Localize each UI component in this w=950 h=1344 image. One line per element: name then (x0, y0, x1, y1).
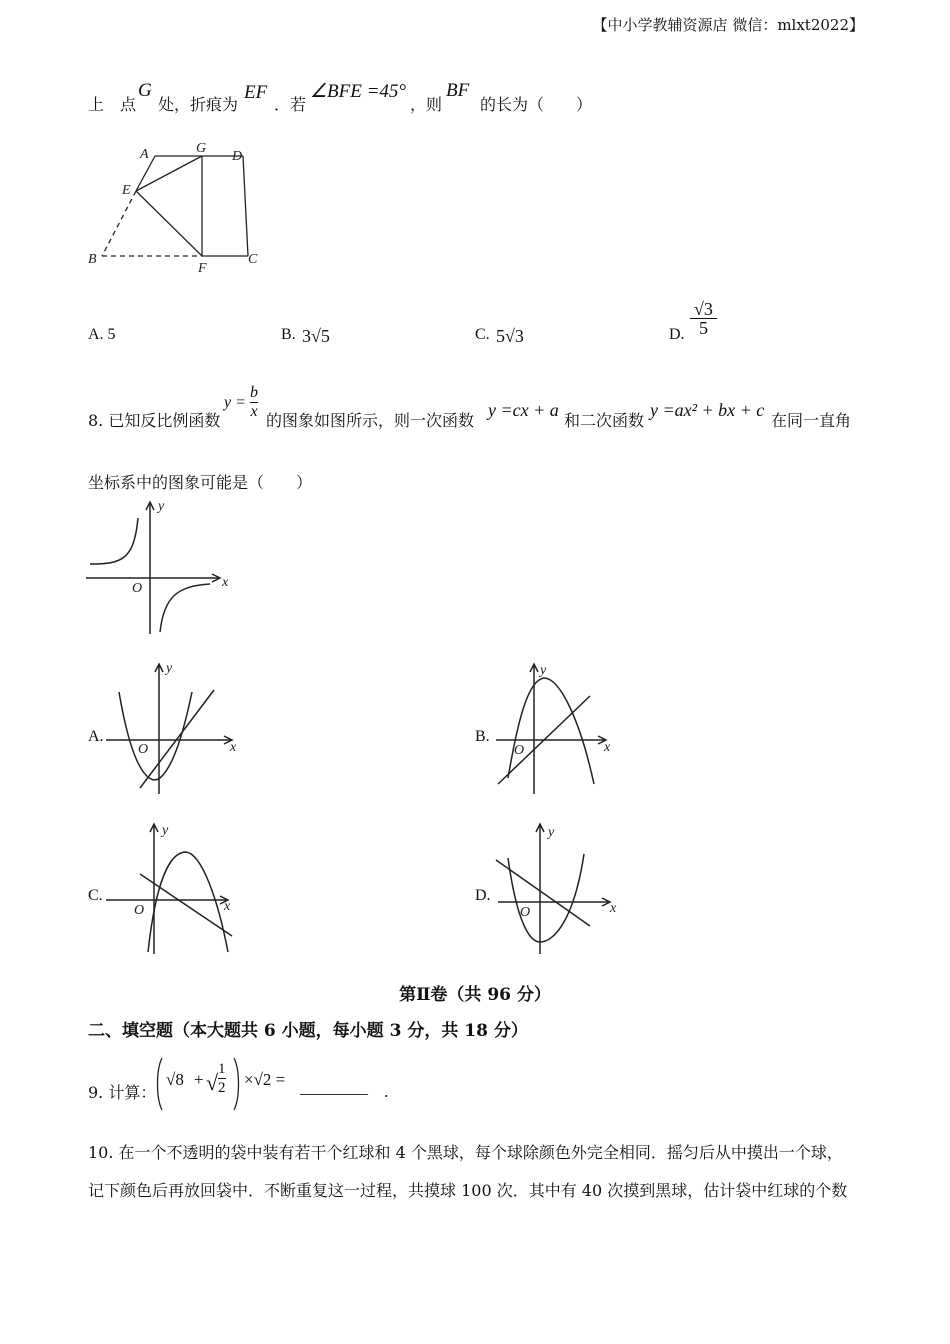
q8-func1-lhs: y = (224, 394, 246, 411)
q7-option-d-den: 5 (698, 318, 708, 338)
q8-func1-den: x (250, 403, 258, 420)
q9-answer-blank[interactable]: ________ (300, 1078, 368, 1097)
q8-y-label: y (158, 499, 165, 514)
q8-prefix: 8. 已知反比例函数 (88, 411, 221, 430)
q8-origin-label: O (132, 581, 143, 596)
section-subtitle: 二、填空题（本大题共 6 小题，每小题 3 分，共 18 分） (88, 1021, 528, 1041)
q9-times: ×√2 = (244, 1070, 286, 1089)
q7-option-d-label[interactable]: D. (669, 326, 685, 343)
q7-point-g: G (138, 80, 152, 101)
q8-option-b-graph (494, 660, 619, 800)
q9-fraction (218, 1060, 226, 1097)
q9-den: 2 (218, 1080, 226, 1096)
label-a: A (140, 147, 149, 162)
q8-a-x: x (230, 740, 237, 755)
q8-a-origin: O (138, 742, 149, 757)
q7-option-c-label[interactable]: C. (475, 326, 490, 343)
q9-period: . (384, 1082, 389, 1101)
q8-func1-num: b (250, 384, 258, 401)
q7-text-4: ，则 (410, 95, 443, 114)
q8-d-y: y (548, 825, 555, 840)
q8-option-c-graph (104, 820, 249, 960)
q9-plus: + (194, 1070, 204, 1089)
q10-line1: 10. 在一个不透明的袋中装有若干个红球和 4 个黑球，每个球除颜色外完全相同．摇匀后从中摸出一个球， (88, 1143, 843, 1162)
section-title: 第Ⅱ卷（共 96 分） (399, 985, 551, 1005)
label-g: G (196, 141, 207, 156)
q7-angle-bfe: ∠BFE =45° (310, 81, 407, 102)
q8-x-label: x (222, 575, 229, 590)
q7-text-2: 处，折痕为 (158, 95, 239, 114)
q7-option-d-num: √3 (690, 300, 717, 319)
q9-sqrt8: √8 (166, 1070, 184, 1089)
q8-c-x: x (224, 899, 231, 914)
q7-text-3: ．若 (274, 95, 307, 114)
q7-text-5: 的长为（ ） (480, 95, 593, 114)
q8-d-x: x (610, 901, 617, 916)
label-e: E (122, 183, 131, 198)
q8-hyperbola-graph (82, 496, 242, 636)
q8-mid2: 和二次函数 (564, 411, 645, 430)
q8-b-y: y (540, 663, 547, 678)
q8-line2: 坐标系中的图象可能是（ ） (88, 473, 313, 492)
q9-prefix: 9. 计算： (88, 1083, 157, 1102)
q7-option-b-value: 3√5 (302, 326, 330, 346)
q8-c-origin: O (134, 903, 145, 918)
q8-d-origin: O (520, 905, 531, 920)
q7-text-1: 上 点 (88, 95, 137, 114)
label-c: C (248, 252, 258, 267)
q7-option-b-label[interactable]: B. (281, 326, 296, 343)
q8-suffix: 在同一直角 (771, 411, 852, 430)
q8-option-d-graph (494, 820, 624, 960)
label-d: D (232, 149, 243, 164)
q8-quadratic-func: y =ax² + bx + c (650, 400, 765, 420)
q7-crease-ef: EF (244, 82, 268, 103)
q8-a-y: y (166, 661, 173, 676)
q8-option-c[interactable]: C. (88, 887, 103, 904)
q8-c-y: y (162, 823, 169, 838)
q7-segment-bf: BF (446, 80, 470, 101)
q8-b-x: x (604, 740, 611, 755)
label-b: B (88, 252, 97, 267)
q7-option-d-fraction (690, 300, 717, 337)
q8-func1-fraction (250, 384, 258, 421)
q8-b-origin: O (514, 743, 525, 758)
q8-mid1: 的图象如图所示，则一次函数 (266, 411, 475, 430)
q8-option-b[interactable]: B. (475, 728, 490, 745)
q8-linear-func: y =cx + a (488, 400, 559, 420)
q8-option-a[interactable]: A. (88, 728, 104, 745)
header-watermark: 【中小学教辅资源店 微信：mlxt2022】 (592, 16, 864, 34)
q8-option-a-graph (104, 660, 249, 800)
q7-option-c-value: 5√3 (496, 326, 524, 346)
q9-num: 1 (218, 1061, 226, 1077)
q7-option-a[interactable]: A. 5 (88, 326, 116, 343)
q7-trapezoid-figure (80, 136, 280, 276)
q9-sqrt-sign: √ (206, 1070, 219, 1095)
q9-paren-expression (156, 1056, 240, 1112)
q10-line2: 记下颜色后再放回袋中．不断重复这一过程，共摸球 100 次．其中有 40 次摸到黑球，估计袋中红球的个数 (88, 1181, 848, 1200)
q8-option-d[interactable]: D. (475, 887, 491, 904)
label-f: F (198, 261, 207, 276)
